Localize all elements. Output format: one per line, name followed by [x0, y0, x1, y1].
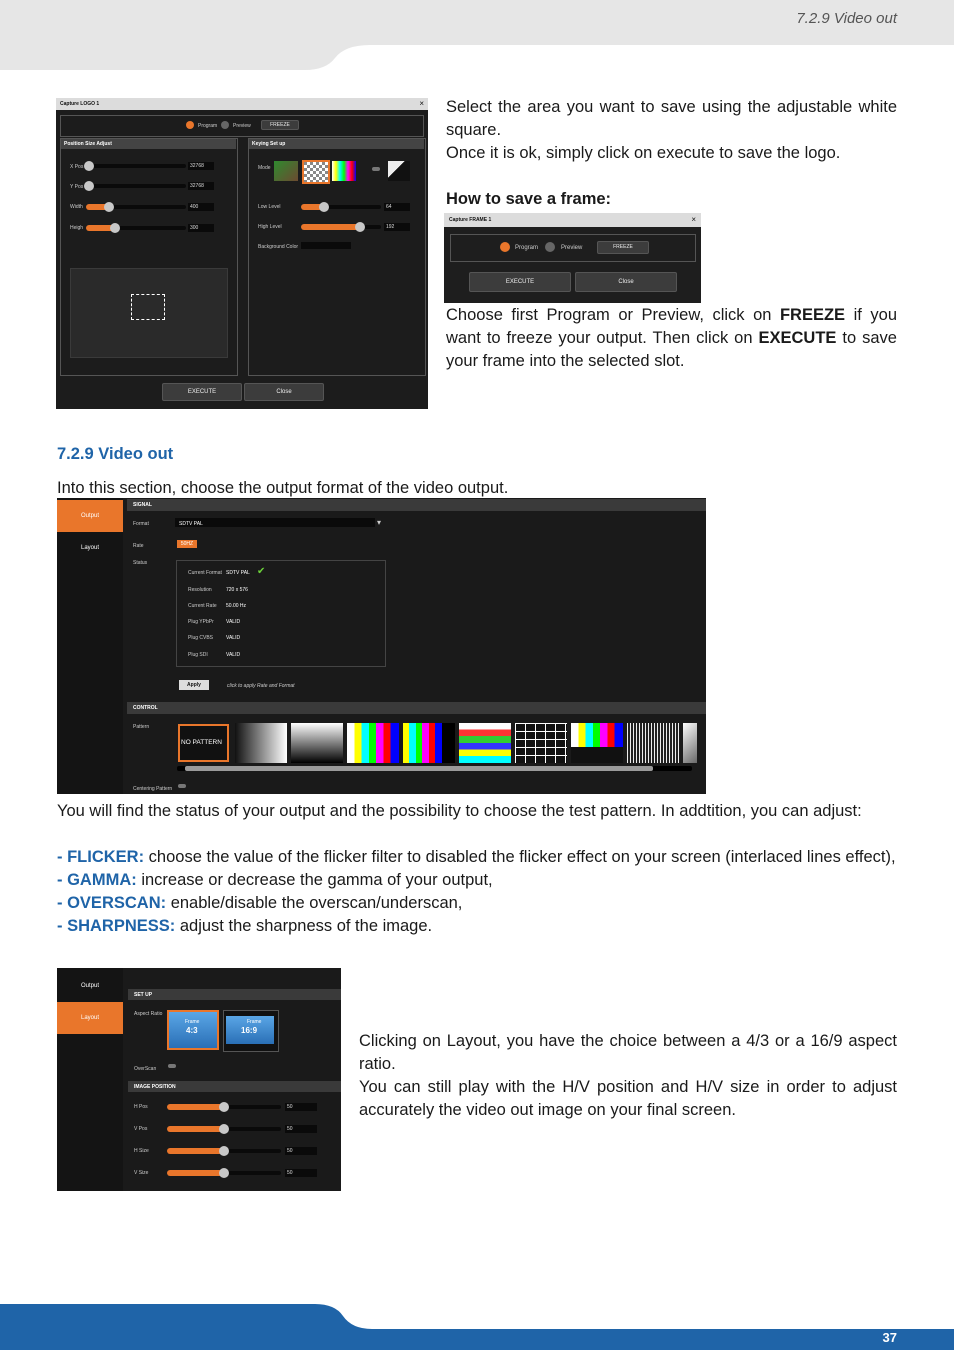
pattern-gray-steps[interactable]	[235, 723, 287, 763]
program-radio[interactable]	[186, 121, 194, 129]
status-value: VALID	[226, 619, 241, 625]
vpos-slider[interactable]	[219, 1124, 229, 1134]
layout-screenshot	[57, 968, 341, 1191]
status-intro: You will find the status of your output and the possibility to choose the test pattern. In addtition, you can adjust:	[57, 802, 862, 820]
vsize-slider[interactable]	[219, 1168, 229, 1178]
close-button[interactable]	[244, 383, 324, 401]
status-key: Plug YPbPr	[188, 619, 214, 625]
rate-label: Rate	[133, 543, 144, 549]
bullet-text: choose the value of the flicker filter to disabled the flicker effect on your screen (interlaced lines effect),	[144, 848, 896, 866]
setup-header: SET UP	[134, 992, 153, 998]
hpos-slider[interactable]	[219, 1102, 229, 1112]
height-value[interactable]: 300	[188, 224, 214, 232]
bullet-key: OVERSCAN:	[67, 894, 167, 912]
status-label: Status	[133, 560, 148, 566]
layout-text-line1: Clicking on Layout, you have the choice between a 4/3 or a 16/9 aspect ratio.	[359, 1032, 897, 1073]
capture-frame-screenshot	[444, 213, 701, 303]
page-number: 37	[882, 1330, 897, 1345]
mode-alpha[interactable]	[388, 161, 410, 181]
low-level-slider[interactable]	[319, 202, 329, 212]
hsize-value[interactable]: 50	[285, 1147, 317, 1155]
status-value: VALID	[226, 652, 241, 658]
pattern-scrollbar-thumb[interactable]	[185, 766, 653, 771]
format-label: Format	[133, 521, 149, 527]
frame-preview-label: Preview	[561, 245, 583, 251]
frame-execute-label: EXECUTE	[505, 279, 535, 285]
execute-label: EXECUTE	[187, 389, 217, 395]
mode-luma[interactable]	[302, 160, 330, 184]
frame-close-icon[interactable]: ×	[691, 215, 696, 224]
bullet-dash: -	[57, 894, 68, 912]
hsize-slider[interactable]	[219, 1146, 229, 1156]
low-level-label: Low Level	[258, 204, 281, 210]
status-key: Resolution	[188, 587, 212, 593]
pattern-smpte[interactable]	[571, 723, 623, 763]
aspect-ratio-label: Aspect Ratio	[134, 1011, 163, 1017]
vsize-value[interactable]: 50	[285, 1169, 317, 1177]
width-value[interactable]: 400	[188, 203, 214, 211]
pattern-vertical-steps[interactable]	[291, 723, 343, 763]
pattern-crosshatch[interactable]	[515, 723, 567, 763]
section-title: 7.2.9 Video out	[57, 445, 174, 463]
bullet-text: adjust the sharpness of the image.	[175, 917, 433, 935]
frame-text-part3: to save your frame into the selected slot.	[446, 329, 897, 370]
xpos-value[interactable]: 32768	[188, 162, 214, 170]
rate-button[interactable]: 50HZ	[177, 540, 197, 548]
pattern-multiburst[interactable]	[627, 723, 679, 763]
control-header: CONTROL	[133, 705, 158, 711]
frame-label-43: Frame	[185, 1019, 200, 1025]
bullet-flicker	[57, 846, 897, 869]
bullet-dash: -	[57, 871, 68, 889]
frame-close-label: Close	[618, 279, 634, 285]
overscan-toggle[interactable]	[168, 1064, 176, 1068]
ypos-value[interactable]: 32768	[188, 182, 214, 190]
frame-freeze-button[interactable]	[597, 241, 649, 254]
tab-layout[interactable]	[57, 532, 123, 564]
pattern-label: Pattern	[133, 724, 150, 730]
bullet-key: GAMMA:	[67, 871, 137, 889]
signal-header: SIGNAL	[133, 502, 152, 508]
ypos-slider[interactable]	[84, 181, 94, 191]
keying-panel-title: Keying Set up	[252, 141, 286, 147]
pattern-color-bars[interactable]	[347, 723, 399, 763]
pattern-color-bars-75[interactable]	[403, 723, 455, 763]
preview-radio[interactable]	[221, 121, 229, 129]
preview-label: Preview	[233, 123, 251, 129]
layout-tab-layout-label: Layout	[80, 1015, 99, 1021]
freeze-label: FREEZE	[270, 122, 290, 128]
layout-instructions	[359, 1030, 897, 1122]
bullet-text: increase or decrease the gamma of your output,	[136, 871, 493, 889]
frame-text-execute: EXECUTE	[758, 329, 837, 347]
tab-layout-label: Layout	[80, 545, 99, 551]
height-slider[interactable]	[110, 223, 120, 233]
frame-text-part1: Choose first Program or Preview, click on	[446, 306, 780, 324]
frame-execute-button[interactable]	[469, 272, 571, 292]
status-key: Current Rate	[188, 603, 217, 609]
pattern-strip[interactable]	[177, 723, 697, 765]
pattern-gradient[interactable]	[683, 723, 697, 763]
status-value: SDTV PAL	[226, 570, 250, 576]
high-level-label: High Level	[258, 224, 282, 230]
frame-freeze-label: FREEZE	[613, 244, 633, 250]
status-key: Plug CVBS	[188, 635, 214, 641]
overscan-label: OverScan	[134, 1066, 157, 1072]
layout-text-line2: You can still play with the H/V position and H/V size in order to adjust accurately the video out image on your final screen.	[359, 1078, 897, 1119]
check-icon: ✔	[257, 566, 266, 577]
high-level-slider[interactable]	[355, 222, 365, 232]
bullet-text: enable/disable the overscan/underscan,	[166, 894, 463, 912]
hsize-label: H Size	[134, 1148, 149, 1154]
footer-band	[0, 1304, 954, 1350]
mode-toggle[interactable]	[372, 167, 380, 171]
status-key: Plug SDI	[188, 652, 208, 658]
frame-program-radio[interactable]	[500, 242, 510, 252]
low-level-value[interactable]: 64	[384, 203, 410, 211]
tab-output[interactable]	[57, 500, 123, 532]
close-label: Close	[276, 389, 292, 395]
high-level-value[interactable]: 192	[384, 223, 410, 231]
mode-label: Mode	[258, 165, 271, 171]
image-position-header: IMAGE POSITION	[134, 1084, 176, 1090]
status-value: 50.00 Hz	[226, 603, 247, 609]
height-label: Heigh	[70, 225, 84, 231]
bullet-key: FLICKER:	[67, 848, 145, 866]
hpos-value[interactable]: 50	[285, 1103, 317, 1111]
frame-close-button[interactable]	[575, 272, 677, 292]
pos-panel-title: Position Size Adjust	[64, 141, 112, 147]
status-value: VALID	[226, 635, 241, 641]
bullet-sharpness	[57, 915, 897, 938]
status-value: 720 x 576	[226, 587, 248, 593]
vpos-label: V Pos	[134, 1126, 148, 1132]
xpos-slider[interactable]	[84, 161, 94, 171]
mode-color[interactable]	[332, 161, 356, 181]
xpos-label: X Pos	[70, 164, 84, 170]
bg-color-label: Background Color	[258, 244, 299, 250]
vsize-label: V Size	[134, 1170, 149, 1176]
tab-output-label: Output	[80, 513, 99, 519]
frame-label-169: Frame	[247, 1019, 262, 1025]
frame-preview-radio[interactable]	[545, 242, 555, 252]
bullet-gamma	[57, 869, 897, 892]
video-out-screenshot	[57, 498, 706, 794]
chevron-down-icon[interactable]: ▾	[377, 518, 382, 527]
layout-tab-output-label: Output	[80, 983, 99, 989]
frame-text-part2: if you want to freeze your output. Then click on	[446, 306, 897, 347]
capture-logo-title: Capture LOGO 1	[60, 101, 100, 107]
width-slider[interactable]	[104, 202, 114, 212]
frame-heading: How to save a frame:	[446, 190, 612, 208]
format-select[interactable]	[175, 518, 375, 527]
layout-tab-layout[interactable]	[57, 1002, 123, 1034]
selection-square[interactable]	[131, 294, 165, 320]
frame-instructions	[446, 304, 897, 373]
ypos-label: Y Pos	[70, 184, 84, 190]
ratio-16-9-label: 16:9	[241, 1026, 258, 1035]
bullet-list	[57, 846, 897, 938]
close-icon[interactable]: ×	[419, 99, 424, 108]
pattern-horizontal-bars[interactable]	[459, 723, 511, 763]
logo-text-line1: Select the area you want to save using the adjustable white square.	[446, 98, 897, 139]
no-pattern-label: NO PATTERN	[181, 739, 222, 746]
hpos-label: H Pos	[134, 1104, 148, 1110]
frame-text-freeze: FREEZE	[779, 306, 846, 324]
ratio-4-3-label: 4:3	[186, 1026, 198, 1035]
frame-program-label: Program	[515, 245, 539, 251]
layout-tab-output[interactable]	[57, 970, 123, 1002]
execute-button[interactable]	[162, 383, 242, 401]
apply-hint: click to apply Rate and Format	[227, 683, 295, 689]
capture-frame-title: Capture FRAME 1	[449, 217, 492, 223]
capture-logo-screenshot	[56, 98, 428, 409]
mode-chroma[interactable]	[274, 161, 298, 181]
format-value: SDTV PAL	[179, 521, 203, 527]
intro-text: Into this section, choose the output format of the video output.	[57, 479, 509, 497]
program-label: Program	[198, 123, 218, 129]
logo-instructions	[446, 96, 897, 165]
status-key: Current Format	[188, 570, 222, 576]
bullet-overscan	[57, 892, 897, 915]
freeze-button[interactable]	[261, 120, 299, 130]
apply-button[interactable]: Apply	[179, 680, 209, 690]
bullet-dash: -	[57, 848, 68, 866]
centering-toggle[interactable]	[178, 784, 186, 788]
logo-text-line2: Once it is ok, simply click on execute to save the logo.	[446, 144, 841, 162]
width-label: Width	[70, 204, 83, 210]
header-section-ref: 7.2.9 Video out	[796, 10, 897, 27]
bg-color-select[interactable]	[301, 242, 351, 249]
bullet-dash: -	[57, 917, 68, 935]
centering-label: Centering Pattern	[133, 786, 173, 792]
vpos-value[interactable]: 50	[285, 1125, 317, 1133]
bullet-key: SHARPNESS:	[67, 917, 176, 935]
